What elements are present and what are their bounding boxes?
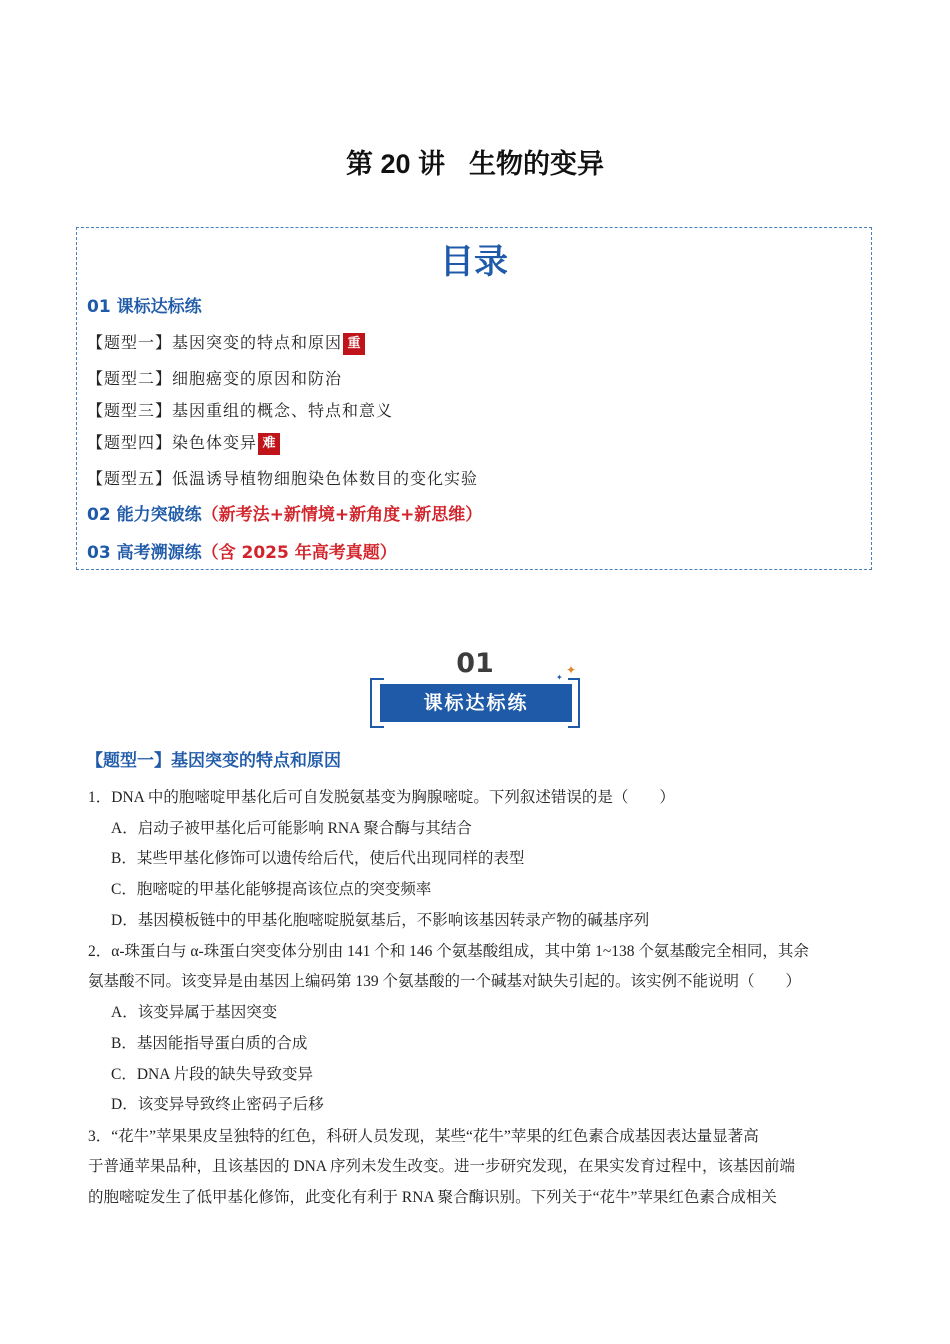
toc-item-label: 【题型五】低温诱导植物细胞染色体数目的变化实验 <box>87 469 479 488</box>
toc-item-type-5[interactable] <box>87 466 478 489</box>
toc-item-type-2[interactable] <box>87 366 342 389</box>
toc-heading: 目录 <box>440 242 508 282</box>
question-3-stem-line-2: 于普通苹果品种，且该基因的 DNA 序列未发生改变。进一步研究发现，在果实发育过程中，该基因前端 <box>88 1158 795 1175</box>
sparkle-icon: ✦ <box>556 673 563 682</box>
question-1-option-c: C．胞嘧啶的甲基化能够提高该位点的突变频率 <box>111 881 432 898</box>
question-1-option-d: D．基因模板链中的甲基化胞嘧啶脱氨基后，不影响该基因转录产物的碱基序列 <box>111 912 650 929</box>
banner-label: 课标达标练 <box>380 684 572 722</box>
toc-section-label: 02 能力突破练 <box>87 505 202 525</box>
section-banner <box>370 648 582 728</box>
difficult-badge: 难 <box>258 433 280 455</box>
toc-section-02[interactable] <box>87 500 482 525</box>
toc-section-extra: （含 2025 年高考真题） <box>201 543 397 563</box>
question-1-option-b: B．某些甲基化修饰可以遗传给后代，使后代出现同样的表型 <box>111 850 525 867</box>
question-2-option-d: D．该变异导致终止密码子后移 <box>111 1096 324 1113</box>
question-2-stem-line-2: 氨基酸不同。该变异是由基因上编码第 139 个氨基酸的一个碱基对缺失引起的。该实例不能说明（ ） <box>88 973 802 990</box>
banner-number: 01 <box>456 648 494 679</box>
sparkle-icon: ✦ <box>566 663 577 677</box>
question-2-option-a: A．该变异属于基因突变 <box>111 1004 278 1021</box>
table-of-contents <box>76 227 872 570</box>
lecture-number: 第 20 讲 <box>345 149 446 179</box>
toc-item-label: 【题型二】细胞癌变的原因和防治 <box>87 369 343 388</box>
key-point-badge: 重 <box>343 333 365 355</box>
lecture-topic: 生物的变异 <box>469 149 605 179</box>
question-type-heading: 【题型一】基因突变的特点和原因 <box>86 751 341 771</box>
toc-section-label: 03 高考溯源练 <box>87 543 202 563</box>
toc-item-type-1[interactable] <box>87 330 365 355</box>
toc-section-03[interactable] <box>87 538 397 563</box>
question-3-stem-line-1: 3．“花牛”苹果果皮呈独特的红色，科研人员发现，某些“花牛”苹果的红色素合成基因表达量显著高 <box>88 1128 759 1145</box>
question-1-option-a: A．启动子被甲基化后可能影响 RNA 聚合酶与其结合 <box>111 820 472 837</box>
toc-section-extra: （新考法+新情境+新角度+新思维） <box>201 505 483 525</box>
toc-item-label: 【题型四】染色体变异 <box>87 433 258 452</box>
toc-section-label: 01 课标达标练 <box>87 297 202 317</box>
page-title <box>0 142 950 181</box>
toc-section-01[interactable] <box>87 292 202 317</box>
question-2-stem-line-1: 2．α-珠蛋白与 α-珠蛋白突变体分别由 141 个和 146 个氨基酸组成，其中第 1~138 个氨基酸完全相同，其余 <box>88 943 809 960</box>
question-2-option-c: C．DNA 片段的缺失导致变异 <box>111 1066 313 1083</box>
toc-item-type-4[interactable] <box>87 430 280 455</box>
toc-item-label: 【题型一】基因突变的特点和原因 <box>87 333 343 352</box>
toc-item-type-3[interactable] <box>87 398 393 421</box>
question-2-option-b: B．基因能指导蛋白质的合成 <box>111 1035 308 1052</box>
toc-item-label: 【题型三】基因重组的概念、特点和意义 <box>87 401 394 420</box>
question-3-stem-line-3: 的胞嘧啶发生了低甲基化修饰，此变化有利于 RNA 聚合酶识别。下列关于“花牛”苹果红色素合成相关 <box>88 1189 777 1206</box>
question-1-stem: 1．DNA 中的胞嘧啶甲基化后可自发脱氨基变为胸腺嘧啶。下列叙述错误的是（ ） <box>88 789 675 806</box>
